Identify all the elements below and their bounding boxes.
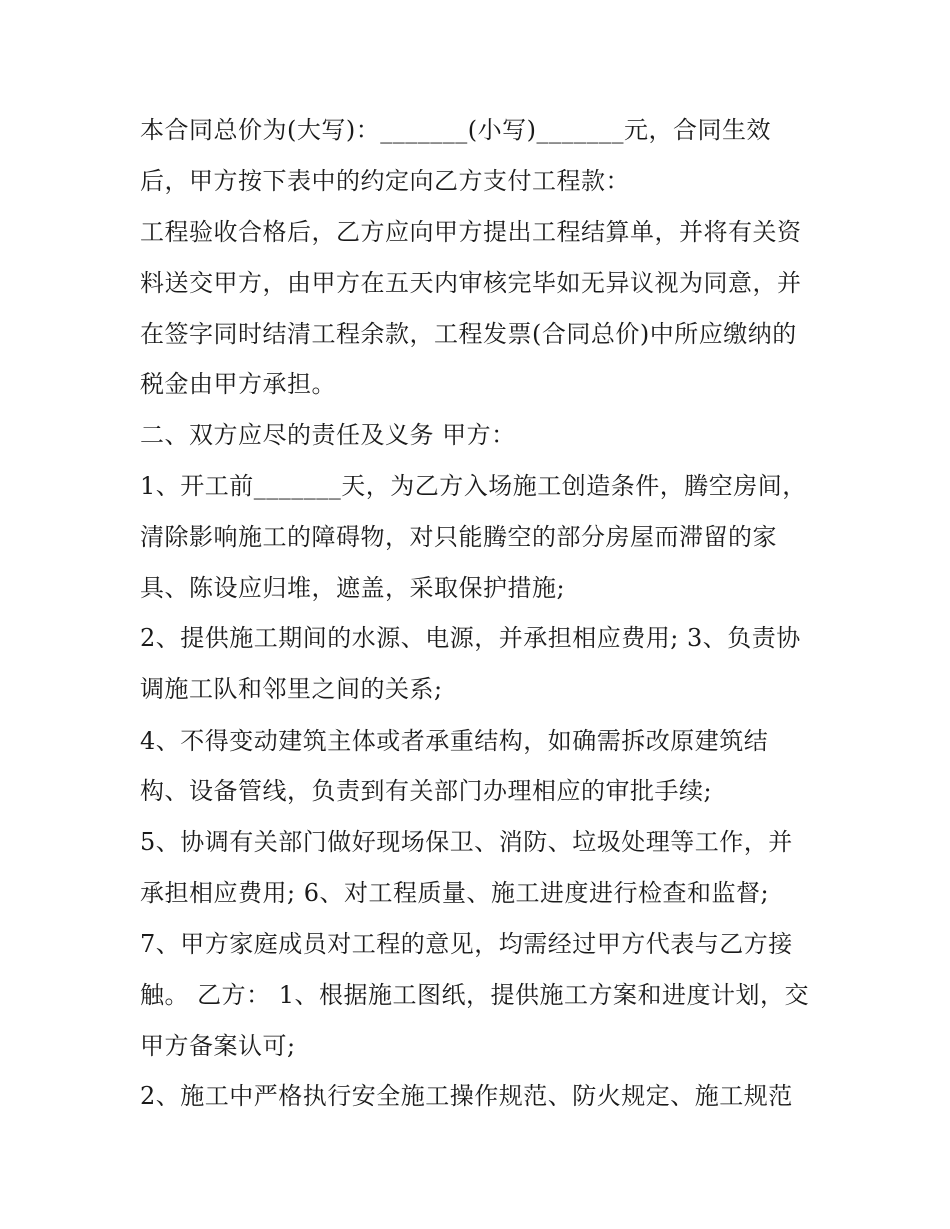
text-line: 2、提供施工期间的水源、电源，并承担相应费用; 3、负责协 xyxy=(140,624,801,652)
text-line: 承担相应费用; 6、对工程质量、施工进度进行检查和监督; xyxy=(140,879,770,907)
text-line: 后，甲方按下表中的约定向乙方支付工程款： xyxy=(140,167,630,195)
text-line: 工程验收合格后，乙方应向甲方提出工程结算单，并将有关资 xyxy=(140,218,802,246)
text-line: 2、施工中严格执行安全施工操作规范、防火规定、施工规范 xyxy=(140,1082,793,1110)
text-line: 1、开工前_______天，为乙方入场施工创造条件，腾空房间， xyxy=(140,472,807,500)
text-line: 清除影响施工的障碍物，对只能腾空的部分房屋而滞留的家 xyxy=(140,523,777,551)
text-line: 4、不得变动建筑主体或者承重结构，如确需拆改原建筑结 xyxy=(140,727,769,755)
text-line: 调施工队和邻里之间的关系; xyxy=(140,675,443,703)
text-line: 7、甲方家庭成员对工程的意见，均需经过甲方代表与乙方接 xyxy=(140,930,793,958)
section-heading: 二、双方应尽的责任及义务 甲方： xyxy=(140,421,516,449)
text-line: 甲方备案认可; xyxy=(140,1032,296,1060)
text-line: 构、设备管线，负责到有关部门办理相应的审批手续; xyxy=(140,777,713,805)
text-line: 具、陈设应归堆，遮盖，采取保护措施; xyxy=(140,574,566,602)
text-line: 税金由甲方承担。 xyxy=(140,370,336,398)
text-line: 在签字同时结清工程余款，工程发票(合同总价)中所应缴纳的 xyxy=(140,320,797,348)
text-line: 料送交甲方，由甲方在五天内审核完毕如无异议视为同意，并 xyxy=(140,269,802,297)
text-line: 5、协调有关部门做好现场保卫、消防、垃圾处理等工作，并 xyxy=(140,828,793,856)
text-line: 本合同总价为(大写)：_______(小写)_______元，合同生效 xyxy=(140,116,771,144)
text-line: 触。 乙方： 1、根据施工图纸，提供施工方案和进度计划，交 xyxy=(140,981,810,1009)
